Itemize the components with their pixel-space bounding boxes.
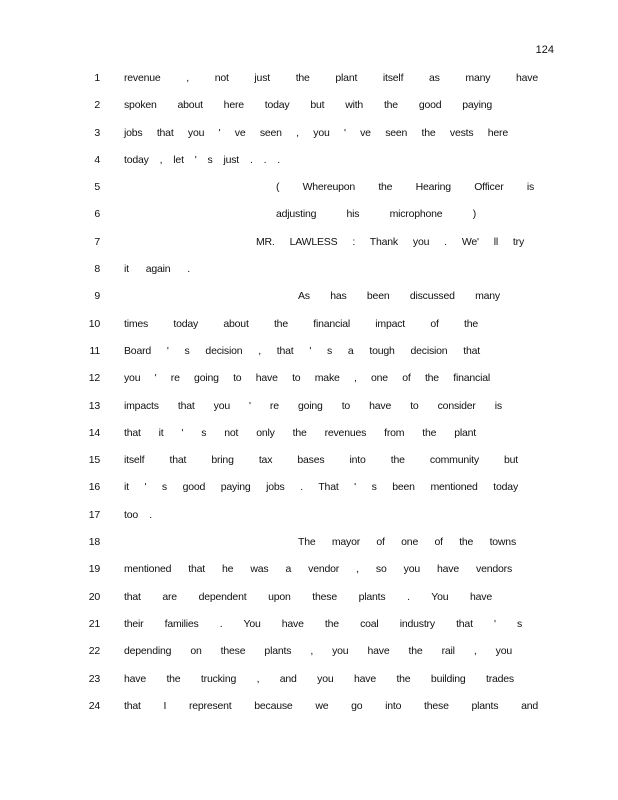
- line-text: their families . You have the coal industry that ' s: [124, 617, 522, 630]
- line-text: you ' re going to have to make , one of the financial: [124, 372, 490, 385]
- transcript-line: [0, 425, 618, 452]
- line-text: that are dependent upon these plants . You have: [124, 590, 492, 603]
- line-text: that I represent because we go into these plants and: [124, 699, 538, 712]
- transcript-line: [0, 398, 618, 425]
- line-number: 13: [88, 399, 100, 412]
- line-number: 5: [94, 181, 100, 194]
- transcript-line: [0, 561, 618, 588]
- transcript-line: [0, 589, 618, 616]
- line-text: that it ' s not only the revenues from the plant: [124, 426, 476, 439]
- line-text: adjusting his microphone ): [276, 208, 476, 221]
- line-number: 10: [88, 317, 100, 330]
- line-text: ( Whereupon the Hearing Officer is: [276, 181, 534, 194]
- transcript-line: [0, 452, 618, 479]
- line-text: it again .: [124, 263, 190, 276]
- line-number: 23: [88, 672, 100, 685]
- transcript-line: [0, 616, 618, 643]
- line-number: 2: [94, 99, 100, 112]
- transcript-line: [0, 534, 618, 561]
- line-text: itself that bring tax bases into the community but: [124, 454, 518, 467]
- line-number: 16: [88, 481, 100, 494]
- line-number: 18: [88, 536, 100, 549]
- line-number: 15: [88, 454, 100, 467]
- line-number: 21: [88, 617, 100, 630]
- line-number: 17: [88, 508, 100, 521]
- line-number: 11: [89, 344, 100, 357]
- line-text: The mayor of one of the towns: [298, 536, 516, 549]
- line-text: jobs that you ' ve seen , you ' ve seen the vests here: [124, 126, 508, 139]
- transcript-line: [0, 206, 618, 233]
- line-text: it ' s good paying jobs . That ' s been mentioned today: [124, 481, 518, 494]
- line-text: today , let ' s just . . .: [124, 153, 280, 166]
- line-text: times today about the financial impact of the: [124, 317, 478, 330]
- line-text: MR. LAWLESS : Thank you . We' ll try: [256, 235, 524, 248]
- line-text: revenue , not just the plant itself as many have: [124, 72, 538, 84]
- transcript-line: [0, 479, 618, 506]
- line-number: 22: [88, 645, 100, 658]
- line-text: depending on these plants , you have the rail , you: [124, 645, 512, 658]
- transcript-line: [0, 288, 618, 315]
- transcript-line: [0, 234, 618, 261]
- transcript-line: [0, 316, 618, 343]
- line-text: impacts that you ' re going to have to consider is: [124, 399, 502, 412]
- line-number: 12: [88, 372, 100, 385]
- line-number: 20: [88, 590, 100, 603]
- transcript-line: [0, 343, 618, 370]
- transcript-line: [0, 370, 618, 397]
- line-text: too .: [124, 508, 152, 521]
- line-number: 4: [94, 153, 100, 166]
- line-text: mentioned that he was a vendor , so you have vendors: [124, 563, 512, 576]
- transcript-line: [0, 507, 618, 534]
- line-text: spoken about here today but with the good paying: [124, 99, 492, 112]
- page-number: 124: [535, 44, 554, 56]
- transcript-line: [0, 70, 618, 97]
- transcript-line: [0, 125, 618, 152]
- transcript-line: [0, 643, 618, 670]
- line-number: 7: [94, 235, 100, 248]
- line-text: As has been discussed many: [298, 290, 500, 303]
- transcript-line: [0, 261, 618, 288]
- line-number: 1: [94, 72, 100, 84]
- line-number: 19: [88, 563, 100, 576]
- line-number: 9: [94, 290, 100, 303]
- line-number: 24: [88, 699, 100, 712]
- transcript-body: [0, 70, 618, 725]
- line-number: 6: [94, 208, 100, 221]
- transcript-line: [0, 179, 618, 206]
- transcript-line: [0, 671, 618, 698]
- transcript-line: [0, 152, 618, 179]
- line-number: 14: [88, 426, 100, 439]
- line-text: have the trucking , and you have the building trades: [124, 672, 514, 685]
- transcript-line: [0, 97, 618, 124]
- line-text: Board ' s decision , that ' s a tough decision that: [124, 344, 480, 357]
- line-number: 8: [94, 263, 100, 276]
- line-number: 3: [94, 126, 100, 139]
- transcript-line: [0, 698, 618, 725]
